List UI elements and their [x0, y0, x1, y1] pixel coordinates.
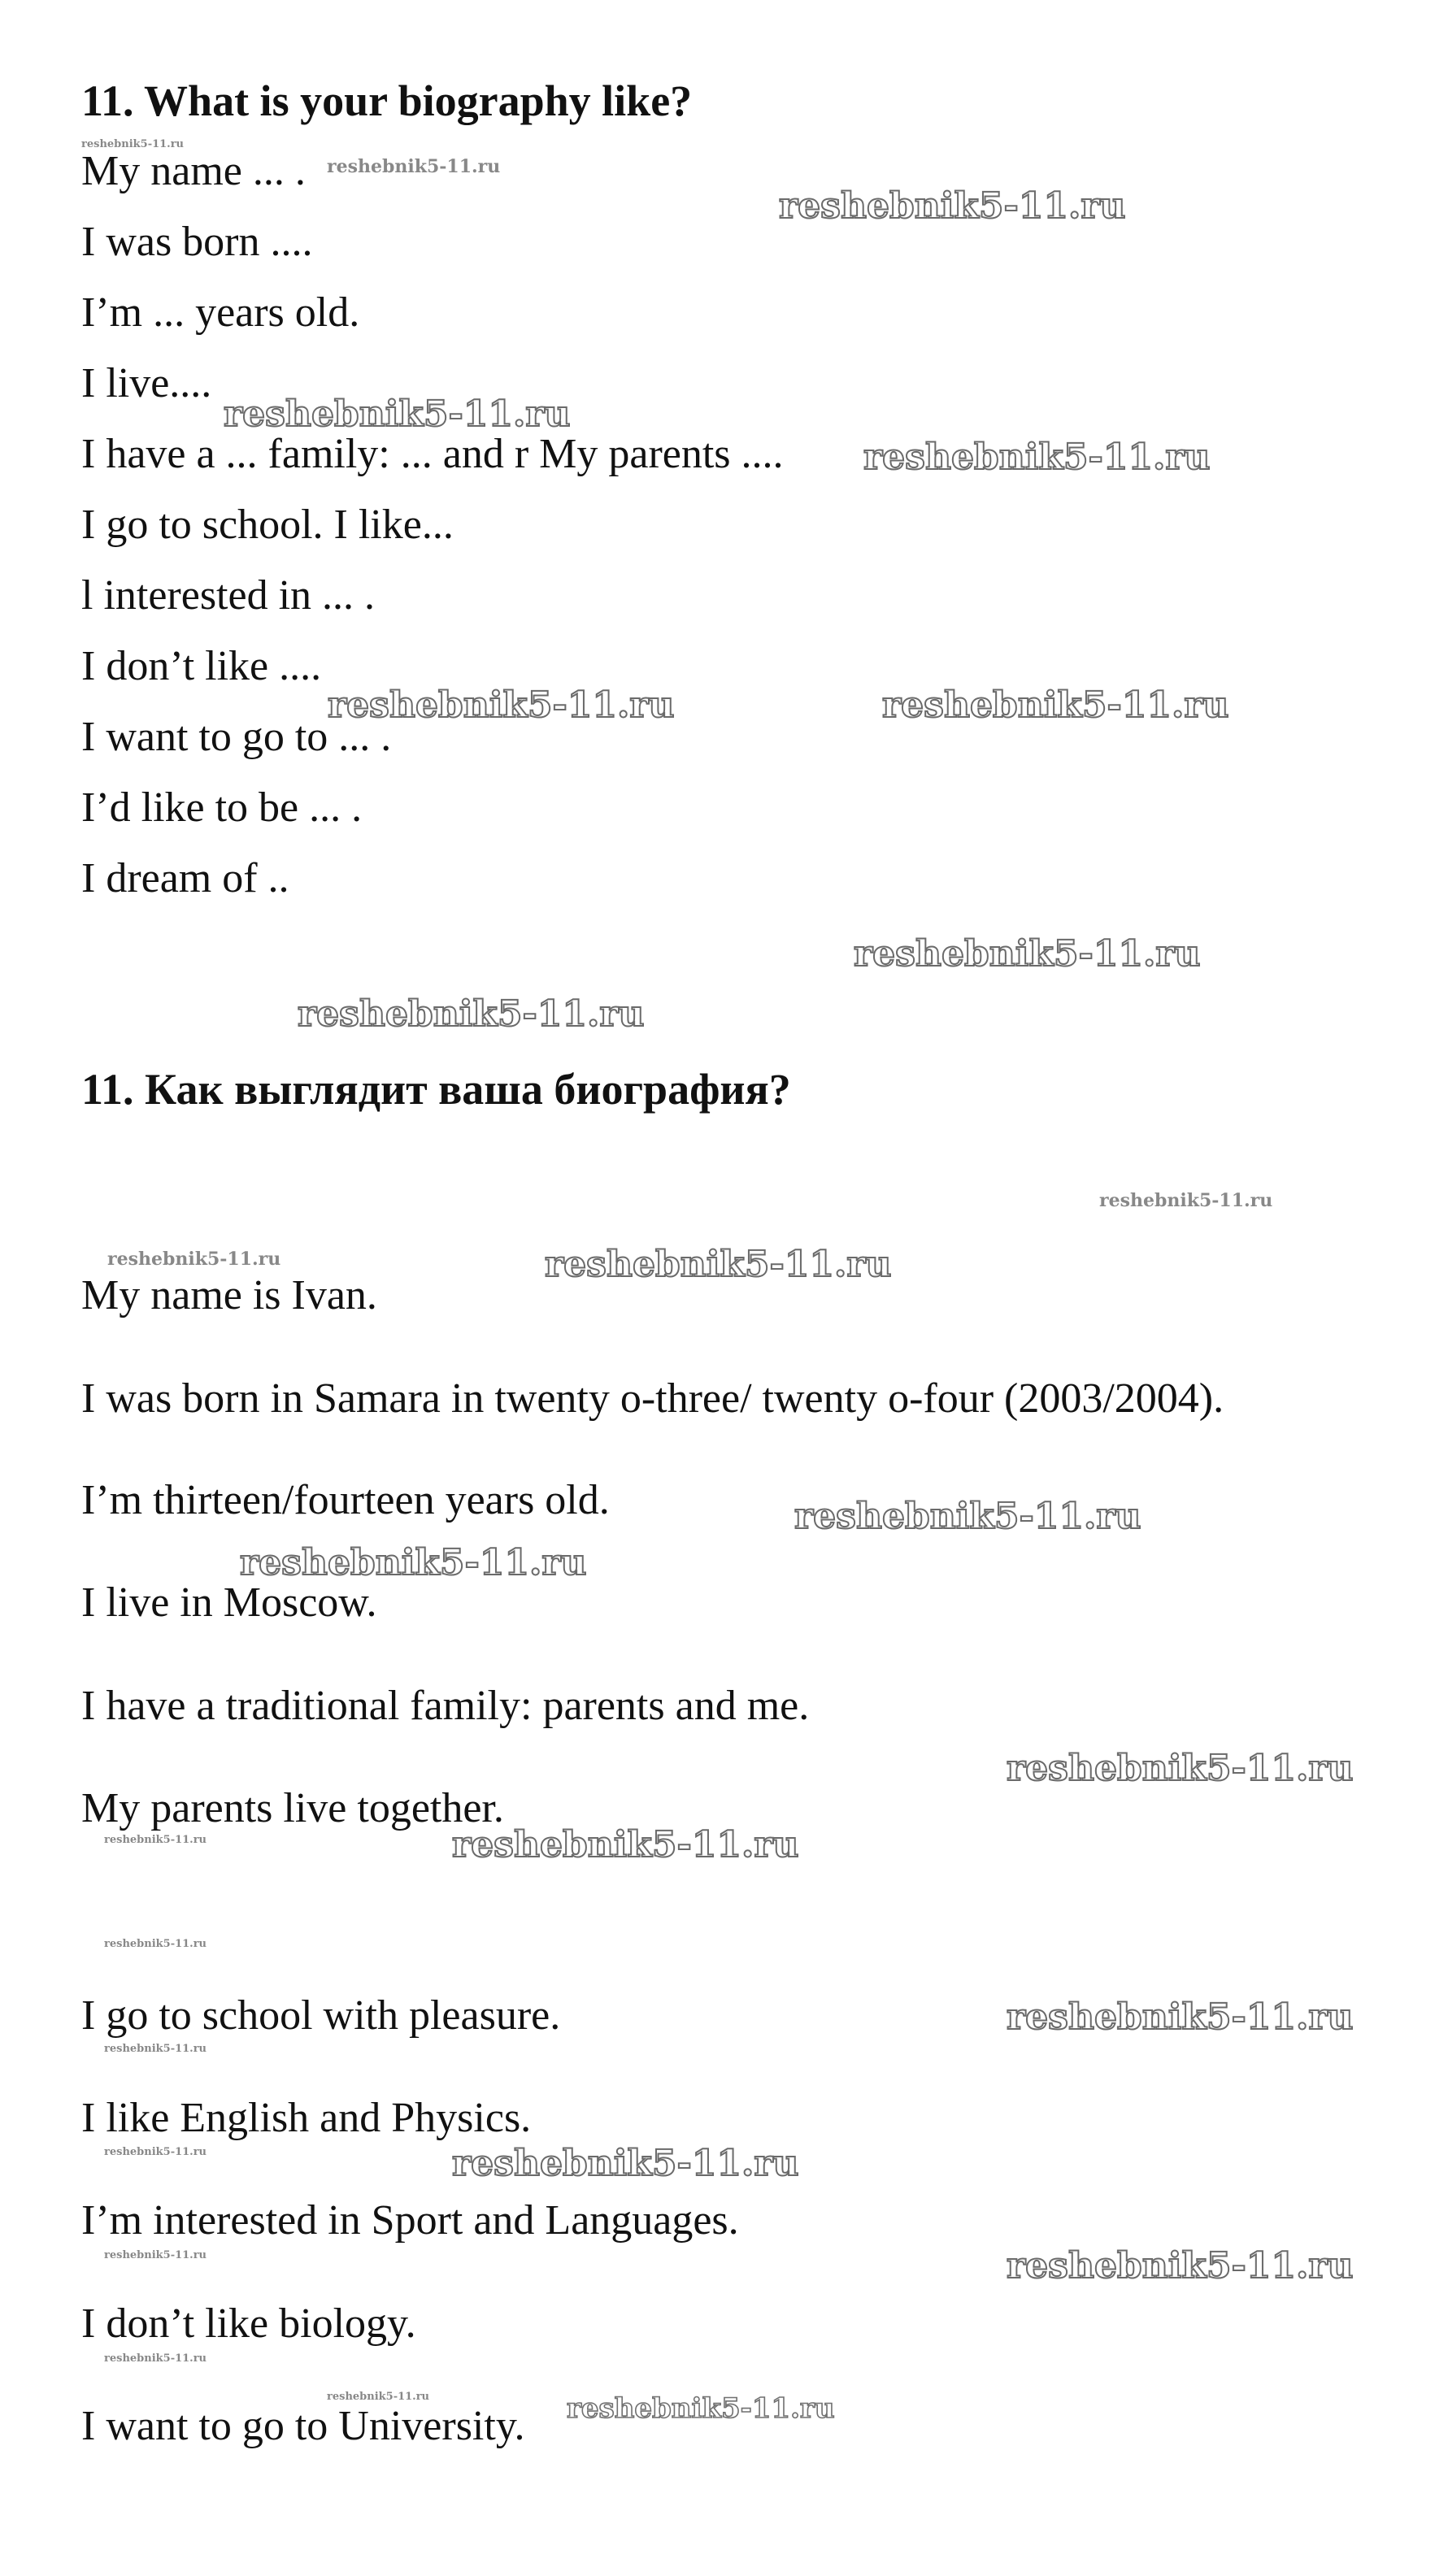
prompt-line-age: I’m ... years old.	[81, 289, 360, 336]
watermark: reshebnik5-11.ru	[104, 2146, 207, 2158]
answer-line-name: My name is Ivan.	[81, 1272, 377, 1318]
watermark: reshebnik5-11.ru	[104, 1834, 207, 1846]
prompt-line-dislikes: I don’t like ....	[81, 643, 322, 689]
answer-line-school: I go to school with pleasure.	[81, 1992, 561, 2039]
watermark: reshebnik5-11.ru	[104, 2249, 207, 2261]
answer-line-interests: I’m interested in Sport and Languages.	[81, 2197, 739, 2244]
prompt-line-want: I want to go to ... .	[81, 714, 392, 760]
watermark: reshebnik5-11.ru	[107, 1249, 281, 1270]
watermark: reshebnik5-11.ru	[81, 138, 185, 150]
answer-line-subjects: I like English and Physics.	[81, 2095, 532, 2141]
prompt-line-like-to-be: I’d like to be ... .	[81, 784, 363, 831]
answer-line-family: I have a traditional family: parents and me.	[81, 1683, 810, 1729]
watermark: reshebnik5-11.ru	[452, 2143, 799, 2184]
watermark: reshebnik5-11.ru	[104, 2043, 207, 2055]
prompt-line-live: I live....	[81, 360, 212, 406]
watermark: reshebnik5-11.ru	[1007, 1996, 1354, 2038]
prompt-line-dream: I dream of ..	[81, 855, 289, 901]
watermark: reshebnik5-11.ru	[104, 1938, 207, 1950]
watermark: reshebnik5-11.ru	[224, 393, 571, 435]
prompt-line-interests: l interested in ... .	[81, 572, 376, 619]
answer-line-dislikes: I don’t like biology.	[81, 2300, 416, 2347]
answer-line-live: I live in Moscow.	[81, 1579, 377, 1626]
watermark: reshebnik5-11.ru	[545, 1244, 892, 1285]
watermark: reshebnik5-11.ru	[567, 2392, 835, 2425]
watermark: reshebnik5-11.ru	[1099, 1190, 1273, 1211]
section-heading-ru: 11. Как выглядит ваша биография?	[81, 1065, 791, 1114]
watermark: reshebnik5-11.ru	[779, 185, 1126, 227]
prompt-line-born: I was born ....	[81, 219, 313, 265]
watermark: reshebnik5-11.ru	[104, 2352, 207, 2365]
watermark: reshebnik5-11.ru	[863, 437, 1211, 478]
prompt-line-family: I have a ... family: ... and r My parents ....	[81, 431, 784, 477]
watermark: reshebnik5-11.ru	[298, 993, 645, 1035]
answer-line-university: I want to go to University.	[81, 2403, 525, 2449]
watermark: reshebnik5-11.ru	[452, 1824, 799, 1866]
watermark: reshebnik5-11.ru	[854, 933, 1201, 975]
prompt-line-name: My name ... .	[81, 148, 306, 194]
watermark: reshebnik5-11.ru	[240, 1542, 587, 1583]
watermark: reshebnik5-11.ru	[328, 684, 675, 726]
watermark: reshebnik5-11.ru	[327, 2391, 430, 2403]
watermark: reshebnik5-11.ru	[1007, 1748, 1354, 1789]
section-heading-en: 11. What is your biography like?	[81, 76, 693, 125]
watermark: reshebnik5-11.ru	[327, 156, 501, 177]
watermark: reshebnik5-11.ru	[794, 1496, 1141, 1537]
watermark: reshebnik5-11.ru	[1007, 2245, 1354, 2287]
watermark: reshebnik5-11.ru	[882, 684, 1229, 726]
answer-line-born: I was born in Samara in twenty o-three/ twenty o-four (2003/2004).	[81, 1375, 1224, 1422]
answer-line-parents: My parents live together.	[81, 1785, 504, 1831]
prompt-line-school: I go to school. I like...	[81, 502, 454, 548]
answer-line-age: I’m thirteen/fourteen years old.	[81, 1477, 610, 1523]
